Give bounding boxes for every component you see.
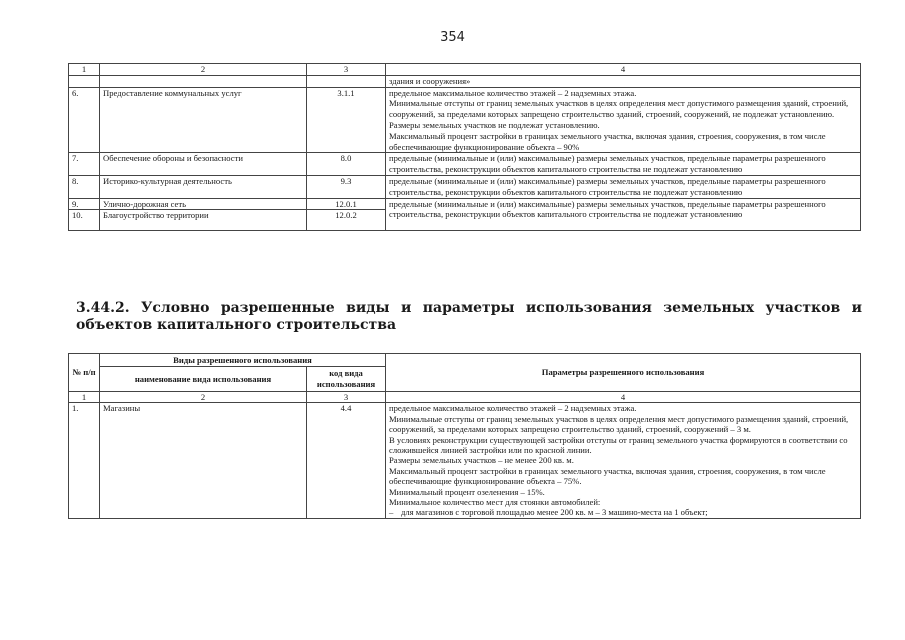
- use-code: 4.4: [307, 403, 386, 518]
- section-title: Условно разрешенные виды и параметры использования земельных участков и объектов капитального строительства: [76, 300, 862, 333]
- column-number: 4: [386, 392, 861, 403]
- param-line: Максимальный процент застройки в границах земельного участка, включая здания, строения, сооружения, в том числе обеспечивающие функционирование объекта – 75%.: [389, 465, 826, 487]
- use-name: Магазины: [100, 403, 307, 518]
- column-number: 2: [100, 64, 307, 76]
- param-line: предельное максимальное количество этажей – 2 надземных этажа.: [389, 87, 637, 98]
- param-line: Минимальные отступы от границ земельных участков в целях определения мест допустимого размещения зданий, строений, сооружений, за пределами которых запрещено строительство зданий, строений, сооружений, не подлежат установлению.: [389, 98, 849, 120]
- table-row: [69, 87, 861, 153]
- use-params: [386, 175, 861, 198]
- column-number-row: [69, 392, 861, 403]
- list-item: [389, 507, 857, 517]
- column-number: 2: [100, 392, 307, 403]
- use-name: Обеспечение обороны и безопасности: [100, 153, 307, 176]
- row-number: 7.: [69, 153, 100, 176]
- table-row: [69, 153, 861, 176]
- column-number-row: [69, 64, 861, 76]
- use-params: [386, 87, 861, 153]
- row-number: 9.: [69, 198, 100, 210]
- use-code: 12.0.1: [307, 198, 386, 210]
- use-code: 8.0: [307, 153, 386, 176]
- param-line: Минимальные отступы от границ земельных участков в целях определения мест допустимого размещения зданий, строений, сооружений, за пределами которых запрещено строительство зданий, строений, сооружений – 3 м.: [389, 413, 849, 435]
- row-number: 8.: [69, 175, 100, 198]
- conditional-uses-table: [68, 353, 861, 519]
- column-number: 1: [69, 392, 100, 403]
- section-number: 3.44.2.: [76, 300, 130, 316]
- row-number: 6.: [69, 87, 100, 153]
- use-params: предельные (минимальные и (или) максимальные) размеры земельных участков, предельные параметры разрешенного строительства, реконструкции объектов капитального строительства не подлежат установлению: [386, 198, 861, 231]
- use-code: 9.3: [307, 175, 386, 198]
- param-line: Размеры земельных участков – не менее 200 кв. м.: [389, 455, 574, 466]
- param-line: В условиях реконструкции существующей застройки отступы от границ земельного участка формируются в соответствии со сложившейся линией застройки или по красной линии.: [389, 434, 848, 456]
- column-number: 3: [307, 64, 386, 76]
- row-number: 1.: [69, 403, 100, 518]
- section-heading: [76, 300, 862, 334]
- table-row: [69, 175, 861, 198]
- table-row: [69, 198, 861, 210]
- use-name: Историко-культурная деятельность: [100, 175, 307, 198]
- table-row: [69, 403, 861, 518]
- param-line: предельное максимальное количество этажей – 2 надземных этажа.: [389, 403, 637, 414]
- use-params: [386, 153, 861, 176]
- use-params: [386, 403, 861, 518]
- continuation-text: здания и сооружения»: [386, 75, 861, 87]
- use-code: 12.0.2: [307, 210, 386, 231]
- continuation-row: [69, 75, 861, 87]
- column-number: 3: [307, 392, 386, 403]
- use-name: Улично-дорожная сеть: [100, 198, 307, 210]
- header-row: [69, 354, 861, 367]
- param-line: Максимальный процент застройки в границах земельного участка, включая здания, строения, сооружения, в том числе обеспечивающие функционирование объекта – 90%: [389, 130, 826, 152]
- param-line: предельные (минимальные и (или) максимальные) размеры земельных участков, предельные параметры разрешенного строительства, реконструкции объектов капитального строительства не подлежат установлению: [389, 175, 826, 197]
- column-number: 4: [386, 64, 861, 76]
- header-name: наименование вида использования: [100, 367, 307, 392]
- header-params: Параметры разрешенного использования: [386, 354, 861, 392]
- param-line: Минимальный процент озеленения – 15%.: [389, 486, 545, 497]
- use-name: Благоустройство территории: [100, 210, 307, 231]
- header-num: № п/п: [69, 354, 100, 392]
- param-line: Минимальное количество мест для стоянки автомобилей:: [389, 497, 601, 508]
- use-name: Предоставление коммунальных услуг: [100, 87, 307, 153]
- header-code: код вида использования: [307, 367, 386, 392]
- param-line: предельные (минимальные и (или) максимальные) размеры земельных участков, предельные параметры разрешенного строительства, реконструкции объектов капитального строительства не подлежат установлению: [389, 153, 826, 175]
- page-number: 354: [440, 30, 465, 45]
- permitted-uses-table: [68, 63, 861, 231]
- header-group: Виды разрешенного использования: [100, 354, 386, 367]
- param-line: Размеры земельных участков не подлежат установлению.: [389, 119, 600, 130]
- list-dash: –: [389, 507, 394, 518]
- list-item-text: для магазинов с торговой площадью менее 200 кв. м – 3 машино-места на 1 объект;: [401, 507, 708, 518]
- use-code: 3.1.1: [307, 87, 386, 153]
- row-number: 10.: [69, 210, 100, 231]
- column-number: 1: [69, 64, 100, 76]
